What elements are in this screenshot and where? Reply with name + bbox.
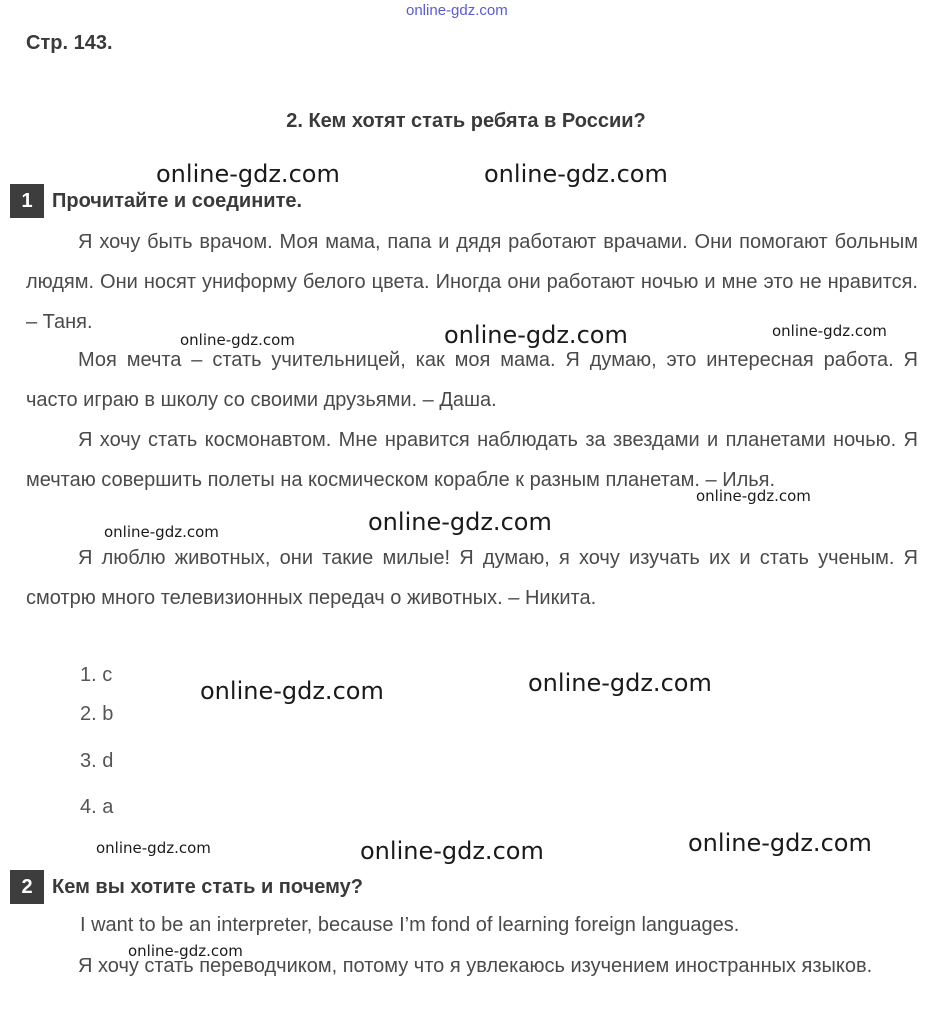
watermark: online-gdz.com — [156, 160, 340, 188]
exercise-1-header — [10, 184, 302, 218]
exercise-1-number-badge: 1 — [10, 184, 44, 218]
exercise-2-english-answer: I want to be an interpreter, because I’m fond of learning foreign languages. — [80, 914, 740, 936]
watermark: online-gdz.com — [368, 508, 552, 536]
exercise-1-title: Прочитайте и соедините. — [52, 189, 303, 212]
watermark: online-gdz.com — [696, 487, 811, 505]
watermark: online-gdz.com — [484, 160, 668, 188]
watermark: online-gdz.com — [180, 331, 295, 349]
exercise-1-paragraph-nikita: Я люблю животных, они такие милые! Я думаю, я хочу изучать их и стать ученым. Я смотрю много телевизионных передач о животных. – Никита. — [26, 547, 918, 609]
exercise-2-title: Кем вы хотите стать и почему? — [52, 875, 363, 898]
answer-1: 1. c — [80, 664, 113, 686]
watermark: online-gdz.com — [128, 942, 243, 960]
watermark: online-gdz.com — [528, 669, 712, 697]
answer-2: 2. b — [80, 703, 114, 725]
exercise-2-header — [10, 870, 363, 904]
answer-4: 4. a — [80, 796, 114, 818]
watermark: online-gdz.com — [104, 523, 219, 541]
exercise-1-paragraph-dasha: Моя мечта – стать учительницей, как моя мама. Я думаю, это интересная работа. Я часто играю в школу со своими друзьями. – Даша. — [26, 349, 918, 411]
exercise-1-paragraph-ilya: Я хочу стать космонавтом. Мне нравится наблюдать за звездами и планетами ночью. Я мечтаю совершить полеты на космическом корабле к разным планетам. – Илья. — [26, 429, 918, 491]
watermark: online-gdz.com — [96, 839, 211, 857]
watermark: online-gdz.com — [360, 837, 544, 865]
watermark: online-gdz.com — [772, 322, 887, 340]
exercise-2-number-badge: 2 — [10, 870, 44, 904]
watermark: online-gdz.com — [444, 321, 628, 349]
exercise-1-paragraph-tanya: Я хочу быть врачом. Моя мама, папа и дядя работают врачами. Они помогают больным людям. Они носят униформу белого цвета. Иногда они работают ночью и мне это не нравится. – Таня. — [26, 231, 918, 333]
watermark: online-gdz.com — [688, 829, 872, 857]
section-title: 2. Кем хотят стать ребята в России? — [286, 110, 646, 132]
answer-3: 3. d — [80, 750, 114, 772]
watermark: online-gdz.com — [200, 677, 384, 705]
watermark-top: online-gdz.com — [406, 2, 508, 19]
page-number: Стр. 143. — [26, 32, 113, 54]
exercise-2-russian-answer: Я хочу стать переводчиком, потому что я увлекаюсь изучением иностранных языков. — [78, 955, 873, 977]
